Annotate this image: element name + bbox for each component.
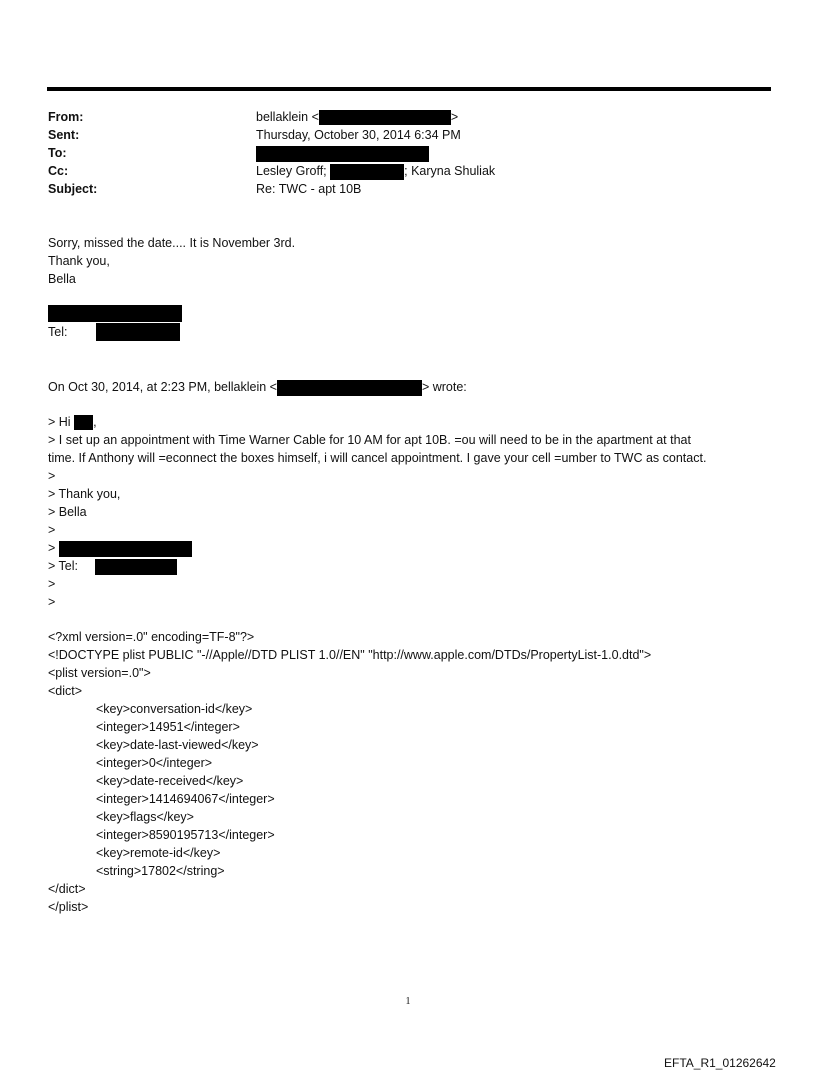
plist-line: <dict>: [48, 684, 83, 698]
plist-line: <integer>0</integer>: [96, 756, 213, 770]
to-label: To:: [48, 146, 67, 160]
plist-line: <key>flags</key>: [96, 810, 194, 824]
cc-value: Lesley Groff; ; Karyna Shuliak: [256, 164, 496, 178]
redaction: [330, 164, 404, 180]
plist-line: <string>17802</string>: [96, 864, 225, 878]
page-number: 1: [405, 996, 411, 1007]
redaction: [95, 559, 177, 575]
plist-line: <key>conversation-id</key>: [96, 702, 253, 716]
redaction: [59, 541, 192, 557]
from-label: From:: [48, 110, 84, 124]
quote-line: >: [48, 523, 56, 537]
plist-line: </plist>: [48, 900, 89, 914]
quote-line: time. If Anthony will =econnect the boxes himself, i will cancel appointment. I gave your cell =umber to TWC as contact.: [48, 451, 707, 465]
redaction: [277, 380, 422, 396]
plist-block: [48, 628, 651, 916]
plist-line: <!DOCTYPE plist PUBLIC "-//Apple//DTD PLIST 1.0//EN" "http://www.apple.com/DTDs/PropertyList-1.0.dtd">: [48, 648, 652, 662]
quote-line: >: [48, 595, 56, 609]
to-value: [256, 144, 429, 162]
plist-line: <integer>8590195713</integer>: [96, 828, 275, 842]
plist-line: <integer>14951</integer>: [96, 720, 240, 734]
body-line: Sorry, missed the date.... It is November 3rd.: [48, 236, 296, 250]
quote-line: >: [48, 539, 706, 557]
redaction: [256, 146, 429, 162]
quote-line: > Tel:: [48, 557, 706, 575]
from-value: bellaklein < >: [256, 110, 459, 124]
sent-label: Sent:: [48, 128, 80, 142]
document-id: EFTA_R1_01262642: [664, 1056, 776, 1070]
plist-line: <plist version=.0">: [48, 666, 151, 680]
quote-line: >: [48, 469, 56, 483]
body-line: Bella: [48, 272, 76, 286]
plist-line: <key>date-last-viewed</key>: [96, 738, 259, 752]
quote-intro: On Oct 30, 2014, at 2:23 PM, bellaklein < > wrote:: [48, 380, 467, 394]
sent-value: Thursday, October 30, 2014 6:34 PM: [256, 128, 461, 142]
plist-line: <?xml version=.0" encoding=TF-8"?>: [48, 630, 255, 644]
quote-line: >: [48, 577, 56, 591]
header-rule: [47, 87, 771, 91]
quote-line: > Hi ,: [48, 415, 97, 429]
subject-label: Subject:: [48, 182, 98, 196]
subject-value: Re: TWC - apt 10B: [256, 182, 362, 196]
redaction: [319, 110, 451, 125]
plist-line: <key>date-received</key>: [96, 774, 244, 788]
plist-line: <key>remote-id</key>: [96, 846, 221, 860]
redaction: [96, 323, 180, 341]
quote-line: > I set up an appointment with Time Warner Cable for 10 AM for apt 10B. =ou will need to be in the apartment at that: [48, 433, 691, 447]
email-body: [48, 234, 295, 288]
body-line: Thank you,: [48, 254, 110, 268]
plist-line: </dict>: [48, 882, 86, 896]
redaction: [74, 415, 93, 430]
quote-line: > Bella: [48, 505, 87, 519]
plist-line: <integer>1414694067</integer>: [96, 792, 275, 806]
quote-line: > Thank you,: [48, 487, 121, 501]
quoted-message: [48, 413, 706, 611]
tel-label: Tel:: [48, 325, 68, 339]
cc-label: Cc:: [48, 164, 69, 178]
redaction: [48, 305, 182, 322]
